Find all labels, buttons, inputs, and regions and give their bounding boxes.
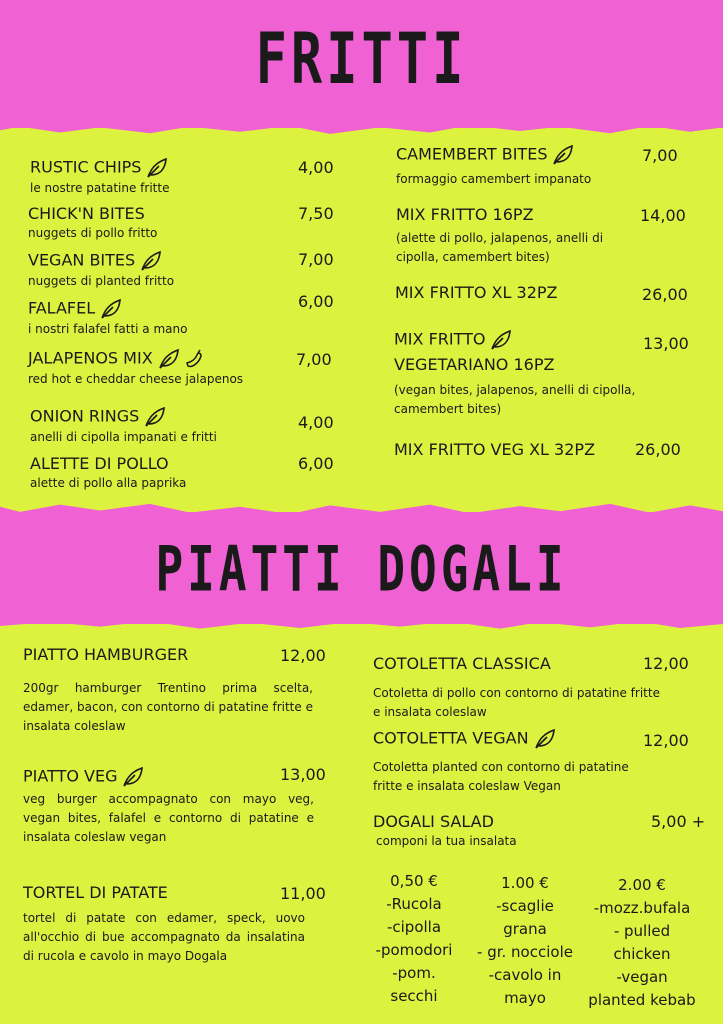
leaf-icon [157,348,181,370]
menu-item-rustic-chips [30,157,169,198]
item-desc: (vegan bites, jalapenos, anelli di cipolla, camembert bites) [394,383,636,416]
item-desc: anelli di cipolla impanati e fritti [30,430,217,444]
salad-option: -scaglie [496,897,554,915]
salad-option: planted kebab [588,991,696,1009]
menu-item-falafel [28,298,187,339]
item-desc: red hot e cheddar cheese jalapenos [28,372,244,386]
item-name: VEGAN BITES [28,250,136,270]
item-name: PIATTO VEG [23,766,118,786]
item-price: 7,00 [642,146,678,165]
item-price: 12,00 [643,654,689,673]
item-desc: nuggets di pollo fritto [28,226,158,240]
menu-item-mix-fritto-vegetariano [394,329,644,419]
leaf-icon [121,766,145,788]
item-price: 7,50 [298,204,334,223]
chili-icon [183,348,205,370]
salad-option: -Rucola [386,895,442,913]
menu-item-cotoletta-classica [373,654,663,722]
item-desc: alette di pollo alla paprika [30,476,187,490]
item-price: 13,00 [280,765,326,784]
salad-price: 1.00 € [501,874,549,892]
salad-option: chicken [613,945,671,963]
item-price: 26,00 [635,440,681,459]
menu-item-mix-fritto-16pz [396,205,646,267]
item-name: MIX FRITTO 16PZ [396,205,534,224]
salad-option: -cavolo in [488,966,562,984]
item-desc: nuggets di planted fritto [28,274,175,288]
item-desc: le nostre patatine fritte [30,181,170,195]
item-desc: tortel di patate con edamer, speck, uovo all'occhio di bue accompagnato da insalatina di rucola e cavolo in mayo Dogala [23,911,305,963]
salad-option: -cipolla [386,918,442,936]
item-desc: 200gr hamburger Trentino prima scelta, edamer, bacon, con contorno di patatine fritte e insalata coleslaw [23,681,313,733]
item-name: PIATTO HAMBURGER [23,645,189,664]
salad-option: -pom. [392,964,436,982]
menu-item-camembert-bites [396,144,591,189]
item-price: 6,00 [298,292,334,311]
item-desc: Cotoletta di pollo con contorno di patatine fritte e insalata coleslaw [373,686,660,719]
salad-column-200 [582,874,702,1012]
menu-item-dogali-salad [373,812,517,851]
section-title-fritti: FRITTI [255,19,468,101]
item-name: DOGALI SALAD [373,812,494,831]
item-name: TORTEL DI PATATE [23,883,168,902]
salad-option: mayo [504,989,546,1007]
item-name: ALETTE DI POLLO [30,454,169,473]
piatti-header-band [0,512,723,624]
item-name: COTOLETTA VEGAN [373,728,529,748]
leaf-icon [99,298,123,320]
item-price: 12,00 [280,646,326,665]
leaf-icon [145,157,169,179]
salad-option: -pomodori [375,941,453,959]
item-desc: Cotoletta planted con contorno di patatine fritte e insalata coleslaw Vegan [373,760,629,793]
item-price: 11,00 [280,884,326,903]
item-name: CAMEMBERT BITES [396,144,548,164]
fritti-header-band [0,0,723,128]
item-desc: componi la tua insalata [376,834,517,848]
menu-item-tortel-di-patate [23,883,305,966]
salad-price: 0,50 € [390,872,438,890]
item-price: 13,00 [643,334,689,353]
item-price: 5,00 + [651,812,706,831]
leaf-icon [551,144,575,166]
salad-option: - gr. nocciole [477,943,573,961]
salad-option: grana [503,920,547,938]
item-name: MIX FRITTO [394,329,486,349]
salad-column-050 [364,870,464,1008]
item-name: CHICK'N BITES [28,204,145,223]
menu-item-mix-fritto-veg-xl [394,440,595,460]
item-name: JALAPENOS MIX [28,348,153,368]
item-price: 6,00 [298,454,334,473]
section-title-piatti: PIATTI DOGALI [155,532,568,606]
salad-option: - pulled [613,922,671,940]
salad-option: -mozz.bufala [593,899,691,917]
torn-edge-top [0,498,723,520]
menu-item-cotoletta-vegan [373,728,653,796]
item-price: 26,00 [642,285,688,304]
item-desc: veg burger accompagnato con mayo veg, vegan bites, falafel e contorno di patatine e insalata coleslaw vegan [23,792,314,844]
menu-item-jalapenos-mix [28,348,243,389]
item-price: 7,00 [298,250,334,269]
salad-option: -vegan [616,968,668,986]
item-name: MIX FRITTO VEG XL 32PZ [394,440,596,459]
menu-item-vegan-bites [28,250,174,291]
item-name: FALAFEL [28,298,96,318]
item-price: 12,00 [643,731,689,750]
torn-edge-bottom [0,616,723,636]
leaf-icon [139,250,163,272]
item-price: 14,00 [640,206,686,225]
menu-item-onion-rings [30,406,217,447]
item-price: 4,00 [298,158,334,177]
menu-item-alette-di-pollo [30,454,186,493]
menu-item-piatto-veg [23,766,314,847]
item-name: ONION RINGS [30,406,140,426]
salad-price: 2.00 € [618,876,666,894]
menu-item-mix-fritto-xl [395,283,557,303]
item-name-line2: VEGETARIANO 16PZ [394,355,555,374]
salad-column-100 [470,872,580,1010]
item-desc: i nostri falafel fatti a mano [28,322,188,336]
item-desc: (alette di pollo, jalapenos, anelli di cipolla, camembert bites) [396,231,604,264]
item-desc: formaggio camembert impanato [396,172,592,186]
menu-item-chickn-bites [28,204,157,243]
menu-item-piatto-hamburger [23,645,313,736]
item-name: RUSTIC CHIPS [30,157,142,177]
leaf-icon [143,406,167,428]
item-price: 7,00 [296,350,332,369]
item-name: MIX FRITTO XL 32PZ [395,283,558,302]
item-price: 4,00 [298,413,334,432]
torn-edge [0,120,723,142]
leaf-icon [533,728,557,750]
salad-option: secchi [390,987,438,1005]
leaf-icon [489,329,513,351]
item-name: COTOLETTA CLASSICA [373,654,551,673]
